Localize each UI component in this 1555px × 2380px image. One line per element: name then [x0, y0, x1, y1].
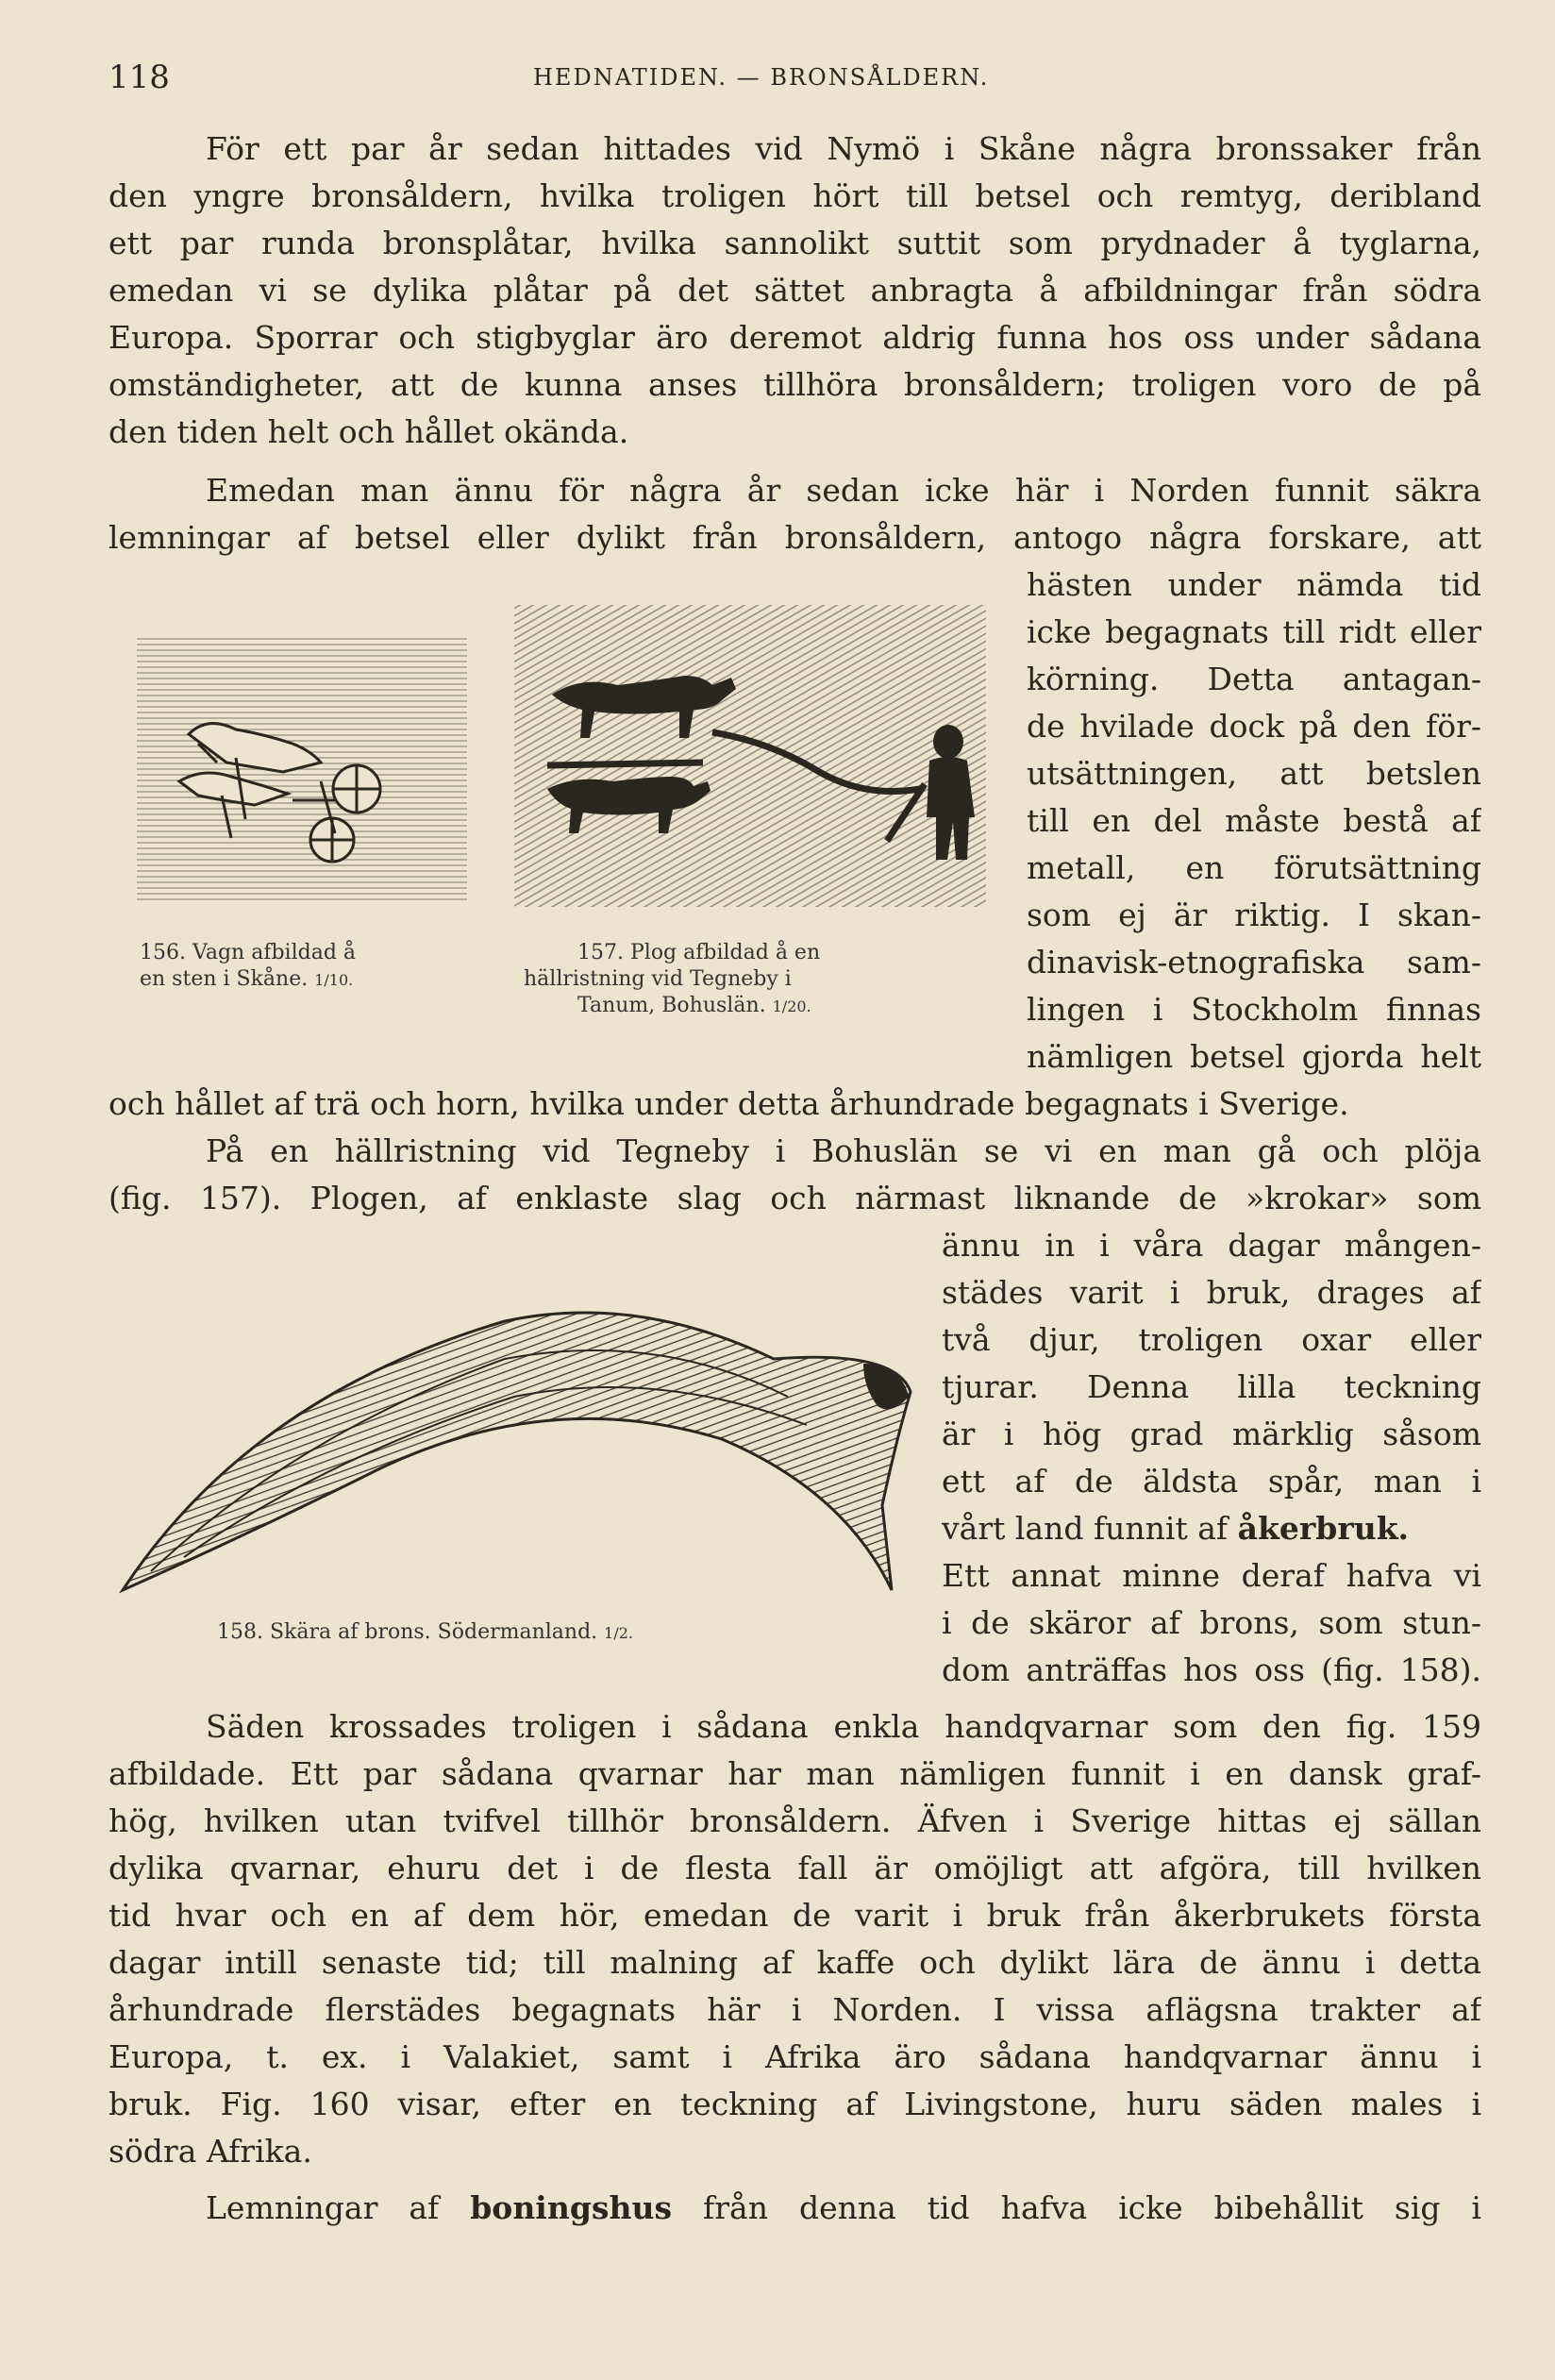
- text-line: två djur, troligen oxar eller: [942, 1321, 1481, 1358]
- figure-157-caption-line1: 157. Plog afbildad å en: [577, 941, 821, 964]
- text-line: lemningar af betsel eller dylikt från bronsåldern, antogo några forskare, att: [109, 519, 1481, 556]
- figure-157-image: [510, 600, 991, 921]
- text-line: århundrade flerstädes begagnats här i Norden. I vissa aflägsna trakter af: [109, 1991, 1481, 2028]
- text-line: (fig. 157). Plogen, af enklaste slag och närmast liknande de »krokar» som: [109, 1180, 1481, 1216]
- figure-156-caption-text: en sten i Skåne.: [140, 967, 309, 991]
- figure-158-caption: [217, 1619, 633, 1647]
- text-line: hästen under nämda tid: [1027, 566, 1481, 603]
- text-line: den yngre bronsåldern, hvilka troligen hört till betsel och remtyg, deribland: [109, 177, 1481, 214]
- text-line: metall, en förutsättning: [1027, 849, 1481, 886]
- text-line: icke begagnats till ridt eller: [1027, 613, 1481, 650]
- text-line: Emedan man ännu för några år sedan icke här i Norden funnit säkra: [206, 472, 1481, 509]
- text-line: Ett annat minne deraf hafva vi: [942, 1557, 1481, 1594]
- text-line: städes varit i bruk, drages af: [942, 1274, 1481, 1311]
- text-line: tjurar. Denna lilla teckning: [942, 1368, 1481, 1405]
- text-line: dom anträffas hos oss (fig. 158).: [942, 1651, 1481, 1688]
- text-line: ännu in i våra dagar mången-: [942, 1227, 1481, 1264]
- text-line: södra Afrika.: [109, 2133, 312, 2170]
- figure-156-image: [132, 630, 472, 913]
- text-line: och hållet af trä och horn, hvilka under detta århundrade begagnats i Sverige.: [109, 1085, 1349, 1122]
- text-line: För ett par år sedan hittades vid Nymö i Skåne några bronssaker från: [206, 130, 1481, 167]
- figure-156-caption-line2: [140, 966, 353, 994]
- text-line-with-bold: [206, 2189, 1481, 2231]
- text-line: ett af de äldsta spår, man i: [942, 1463, 1481, 1500]
- figure-157-caption-line2: hällristning vid Tegneby i: [524, 967, 792, 991]
- text-line: i de skäror af brons, som stun-: [942, 1604, 1481, 1641]
- text-line: som ej är riktig. I skan-: [1027, 897, 1481, 933]
- figure-157-scale: 1/20.: [772, 997, 811, 1015]
- text-line: den tiden helt och hållet okända.: [109, 413, 629, 450]
- figure-156-scale: 1/10.: [314, 971, 354, 989]
- text-line: emedan vi se dylika plåtar på det sättet anbragta å afbildningar från södra: [109, 272, 1481, 309]
- figure-157-caption-line3: [577, 993, 811, 1020]
- figure-158-caption-text: 158. Skära af brons. Södermanland.: [217, 1620, 598, 1644]
- text-line: På en hällristning vid Tegneby i Bohuslän se vi en man gå och plöja: [206, 1132, 1481, 1169]
- figure-156: [132, 630, 472, 991]
- text-run: vårt land funnit af: [942, 1510, 1229, 1547]
- text-line: omständigheter, att de kunna anses tillhöra bronsåldern; troligen voro de på: [109, 366, 1481, 403]
- text-line: Säden krossades troligen i sådana enkla handqvarnar som den fig. 159: [206, 1708, 1481, 1745]
- text-line: Europa, t. ex. i Valakiet, samt i Afrika äro sådana handqvarnar ännu i: [109, 2038, 1481, 2075]
- text-line: Europa. Sporrar och stigbyglar äro deremot aldrig funna hos oss under sådana: [109, 319, 1481, 356]
- bold-term: åkerbruk.: [1237, 1510, 1410, 1547]
- text-line: nämligen betsel gjorda helt: [1027, 1038, 1481, 1075]
- bold-term: boningshus: [470, 2189, 673, 2226]
- text-line: bruk. Fig. 160 visar, efter en teckning af Livingstone, huru säden males i: [109, 2086, 1481, 2122]
- figure-157-caption-text: Tanum, Bohuslän.: [577, 994, 766, 1017]
- text-line: dagar intill senaste tid; till malning af kaffe och dylikt lära de ännu i detta: [109, 1944, 1481, 1981]
- running-head: HEDNATIDEN. — BRONSÅLDERN.: [533, 64, 990, 91]
- text-line: ett par runda bronsplåtar, hvilka sannolikt suttit som prydnader å tyglarna,: [109, 225, 1481, 261]
- text-line: till en del måste bestå af: [1027, 802, 1481, 839]
- text-run: från denna tid hafva icke bibehållit sig i: [703, 2189, 1481, 2226]
- text-line: dinavisk-etnografiska sam-: [1027, 944, 1481, 980]
- page-header: [109, 59, 1470, 96]
- figure-158: [109, 1255, 920, 1661]
- text-line: är i hög grad märklig såsom: [942, 1416, 1481, 1452]
- figure-157: [510, 600, 991, 1017]
- text-line: de hvilade dock på den för-: [1027, 708, 1481, 745]
- text-line: körning. Detta antagan-: [1027, 661, 1481, 697]
- text-line: tid hvar och en af dem hör, emedan de varit i bruk från åkerbrukets första: [109, 1897, 1481, 1934]
- text-line: afbildade. Ett par sådana qvarnar har man nämligen funnit i en dansk graf-: [109, 1755, 1481, 1792]
- figure-158-image: [109, 1255, 920, 1614]
- text-run: Lemningar af: [206, 2189, 440, 2226]
- text-line: hög, hvilken utan tvifvel tillhör bronsåldern. Äfven i Sverige hittas ej sällan: [109, 1802, 1481, 1839]
- page-number: 118: [109, 59, 170, 96]
- figure-158-scale: 1/2.: [604, 1624, 633, 1642]
- text-line-with-bold: [942, 1510, 1481, 1551]
- text-line: utsättningen, att betslen: [1027, 755, 1481, 792]
- text-line: dylika qvarnar, ehuru det i de flesta fall är omöjligt att afgöra, till hvilken: [109, 1850, 1481, 1886]
- figure-156-caption-line1: 156. Vagn afbildad å: [140, 941, 357, 964]
- text-line: lingen i Stockholm finnas: [1027, 991, 1481, 1028]
